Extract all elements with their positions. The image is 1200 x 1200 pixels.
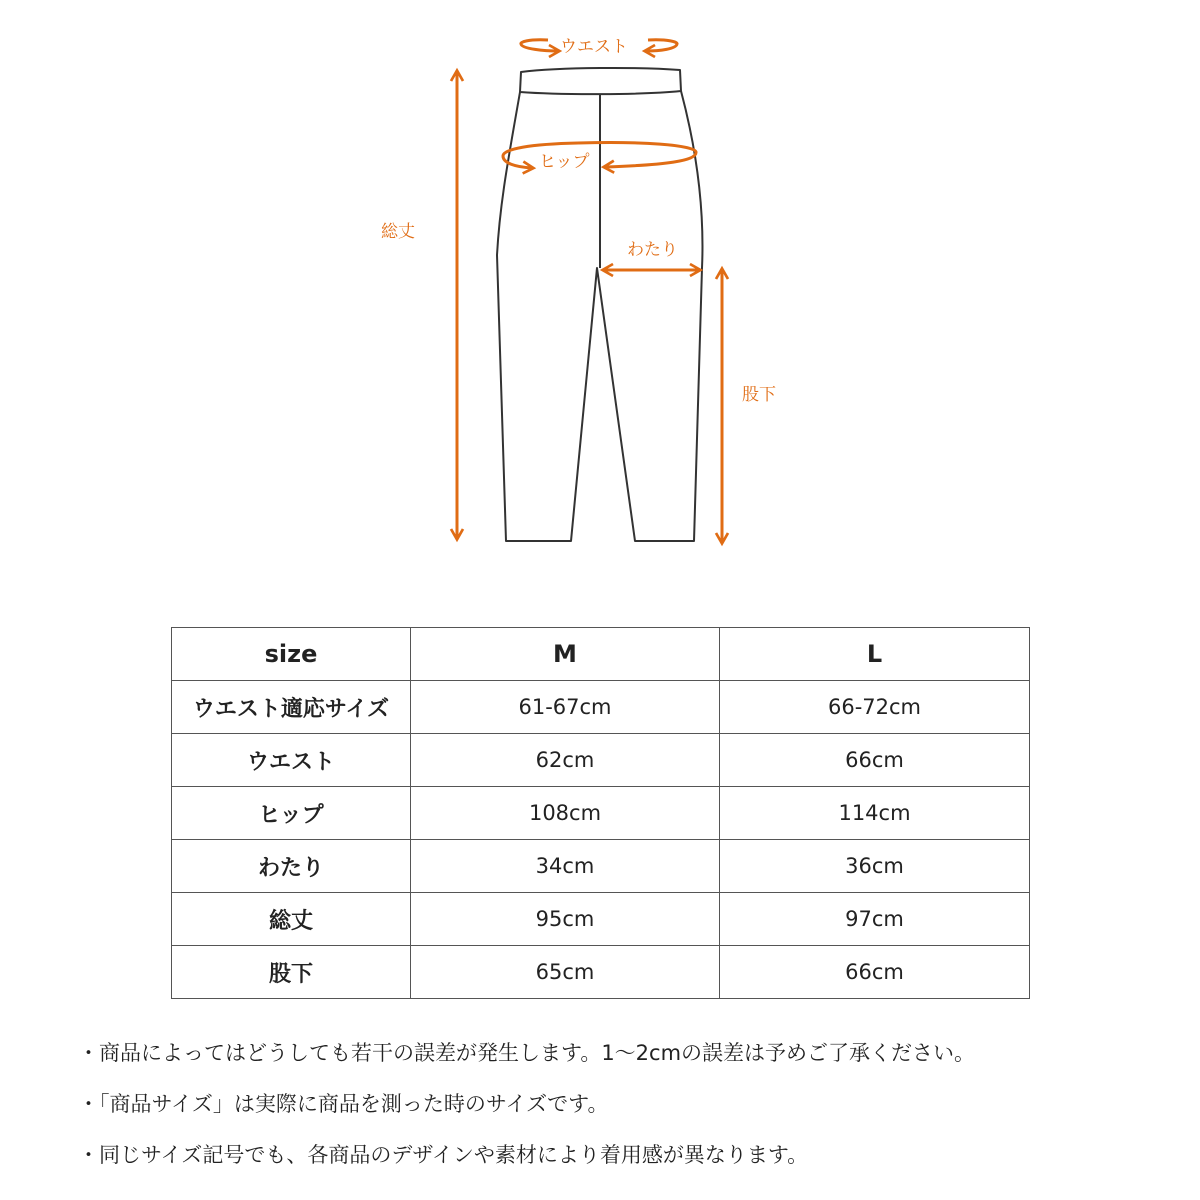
m-value: 108cm [411, 787, 720, 840]
l-value: 66cm [720, 946, 1030, 999]
hip-label: ヒップ [539, 152, 590, 172]
note-item: ・商品によってはどうしても若干の誤差が発生します。1〜2cmの誤差は予めご了承ください。 [78, 1041, 976, 1065]
thigh-label: わたり [627, 240, 678, 260]
size-notes [78, 1040, 1188, 1193]
m-value: 62cm [411, 734, 720, 787]
table-row [172, 946, 1030, 999]
m-column-header: M [411, 628, 720, 681]
l-column-header: L [720, 628, 1030, 681]
table-row [172, 681, 1030, 734]
row-label: ウエスト [172, 734, 411, 787]
row-label: 股下 [172, 946, 411, 999]
m-value: 34cm [411, 840, 720, 893]
total-length-label: 総丈 [381, 222, 415, 242]
row-label: わたり [172, 840, 411, 893]
row-label: ウエスト適応サイズ [172, 681, 411, 734]
note-item: ・「商品サイズ」は実際に商品を測った時のサイズです。 [78, 1092, 609, 1116]
inseam-label: 股下 [742, 385, 776, 405]
l-value: 66cm [720, 734, 1030, 787]
row-label: 総丈 [172, 893, 411, 946]
l-value: 114cm [720, 787, 1030, 840]
m-value: 65cm [411, 946, 720, 999]
waist-label: ウエスト [560, 37, 628, 57]
table-row [172, 787, 1030, 840]
l-value: 66-72cm [720, 681, 1030, 734]
table-row [172, 734, 1030, 787]
size-column-header: size [172, 628, 411, 681]
table-row [172, 893, 1030, 946]
note-item: ・同じサイズ記号でも、各商品のデザインや素材により着用感が異なります。 [78, 1143, 809, 1167]
l-value: 36cm [720, 840, 1030, 893]
row-label: ヒップ [172, 787, 411, 840]
m-value: 95cm [411, 893, 720, 946]
m-value: 61-67cm [411, 681, 720, 734]
table-row [172, 840, 1030, 893]
l-value: 97cm [720, 893, 1030, 946]
table-header-row [172, 628, 1030, 681]
size-table [171, 627, 1030, 999]
pants-outline [497, 68, 702, 541]
